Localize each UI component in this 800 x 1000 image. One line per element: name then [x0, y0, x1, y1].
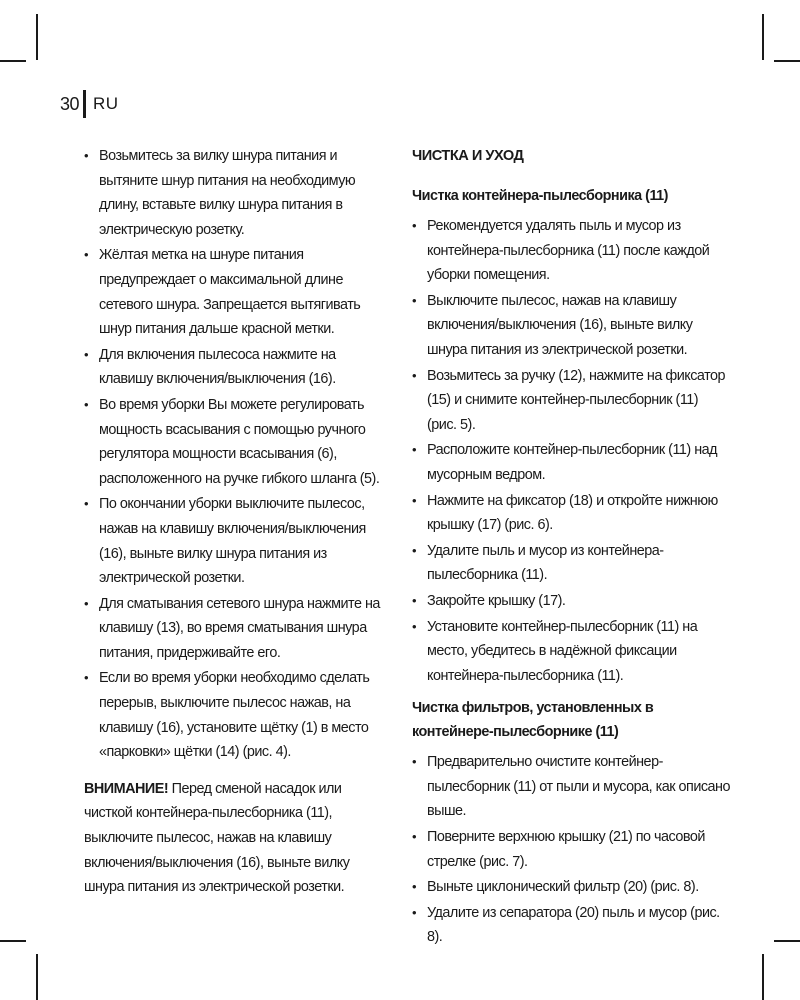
- crop-mark-top-right-h: [774, 60, 800, 62]
- list-item: • Удалите пыль и мусор из контейнера-пылесборника (11).: [412, 539, 730, 588]
- crop-mark-bottom-left-h: [0, 940, 26, 942]
- list-item: • Выключите пылесос, нажав на клавишу включения/выключения (16), выньте вилку шнура питания из электрической розетки.: [412, 289, 730, 363]
- language-code: RU: [93, 94, 119, 113]
- list-item: • Поверните верхнюю крышку (21) по часовой стрелке (рис. 7).: [412, 825, 730, 874]
- list-item: • Для включения пылесоса нажмите на клавишу включения/выключения (16).: [84, 343, 388, 392]
- warning-label: ВНИМАНИЕ!: [84, 780, 169, 797]
- cleaning-container-list: [412, 214, 730, 688]
- warning-note: [84, 777, 388, 900]
- list-item: • Жёлтая метка на шнуре питания предупреждает о максимальной длине сетевого шнура. Запрещается вытягивать шнур питания дальше красной метки.: [84, 243, 388, 341]
- list-item: • Закройте крышку (17).: [412, 589, 730, 614]
- list-item: • Предварительно очистите контейнер-пылесборник (11) от пыли и мусора, как описано выше.: [412, 750, 730, 824]
- page-number: 30: [60, 93, 80, 114]
- list-item: • Для сматывания сетевого шнура нажмите на клавишу (13), во время сматывания шнура питания, придерживайте его.: [84, 592, 388, 666]
- list-item: • Установите контейнер-пылесборник (11) на место, убедитесь в надёжной фиксации контейнера-пылесборника (11).: [412, 615, 730, 689]
- right-column: [412, 144, 730, 951]
- list-item: • Если во время уборки необходимо сделать перерыв, выключите пылесос нажав, на клавишу (16), установите щётку (1) в место «парковки» щётки (14) (рис. 4).: [84, 666, 388, 764]
- crop-mark-top-left: [36, 14, 38, 60]
- left-column: [84, 144, 388, 914]
- page-header: [60, 91, 119, 117]
- subsection-title: Чистка фильтров, установленных в контейнере-пылесборнике (11): [412, 700, 654, 741]
- list-item: • Возьмитесь за вилку шнура питания и вытяните шнур питания на необходимую длину, вставьте вилку шнура питания в электрическую розетку.: [84, 144, 388, 242]
- crop-mark-top-right: [762, 14, 764, 60]
- crop-mark-bottom-right-h: [774, 940, 800, 942]
- warning-text: Перед сменой насадок или чисткой контейнера-пылесборника (11), выключите пылесос, нажав на клавишу включения/выключения (16), выньте вилку шнура питания из электрической розетки.: [84, 780, 350, 896]
- list-item: • Выньте циклонический фильтр (20) (рис. 8).: [412, 875, 730, 900]
- list-item: • Возьмитесь за ручку (12), нажмите на фиксатор (15) и снимите контейнер-пылесборник (11) (рис. 5).: [412, 364, 730, 438]
- cleaning-filters-list: [412, 750, 730, 950]
- crop-mark-bottom-left: [36, 954, 38, 1000]
- list-item: • Рекомендуется удалять пыль и мусор из контейнера-пылесборника (11) после каждой уборки помещения.: [412, 214, 730, 288]
- list-item: • По окончании уборки выключите пылесос, нажав на клавишу включения/выключения (16), выньте вилку шнура питания из электрической розетки.: [84, 492, 388, 590]
- crop-mark-bottom-right: [762, 954, 764, 1000]
- list-item: • Удалите из сепаратора (20) пыль и мусор (рис. 8).: [412, 901, 730, 950]
- instruction-list: [84, 144, 388, 765]
- section-title: ЧИСТКА И УХОД: [412, 148, 524, 164]
- list-item: • Расположите контейнер-пылесборник (11) над мусорным ведром.: [412, 438, 730, 487]
- header-divider: [83, 90, 86, 118]
- list-item: • Нажмите на фиксатор (18) и откройте нижнюю крышку (17) (рис. 6).: [412, 489, 730, 538]
- list-item: • Во время уборки Вы можете регулировать мощность всасывания с помощью ручного регулятора мощности всасывания (6), расположенного на ручке гибкого шланга (5).: [84, 393, 388, 491]
- crop-mark-top-left-h: [0, 60, 26, 62]
- subsection-title: Чистка контейнера-пылесборника (11): [412, 188, 668, 204]
